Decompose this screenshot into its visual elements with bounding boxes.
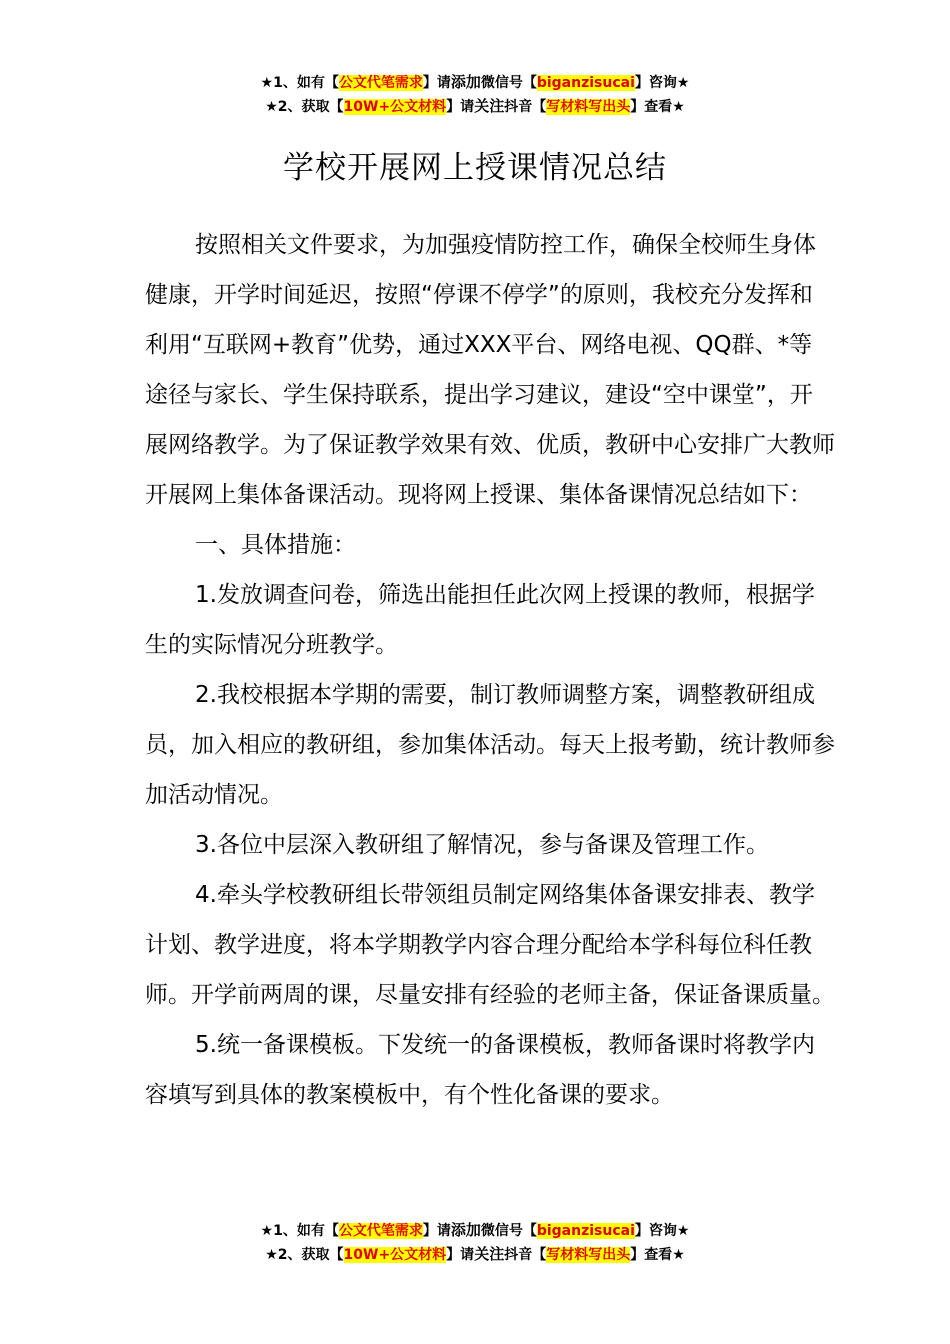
promo-text: ★1、如有【 [260,75,339,91]
promo-text: 微信号【 [480,75,537,91]
document-title: 学校开展网上授课情况总结 [283,149,667,186]
promo-text: 】咨询★ [634,75,690,91]
promo-text: ★2、获取【 [265,99,344,115]
promo-text: 微信号【 [480,1223,537,1239]
section-heading: 一、具体措施： [195,532,356,558]
measure-paragraph-5: 5.统一备课模板。下发统一的备课模板，教师备课时将教学内容填写到具体的教案模板中，有个性化备课的要求。 [145,1032,815,1108]
measure-paragraph-1: 1.发放调查问卷，筛选出能担任此次网上授课的教师，根据学生的实际情况分班教学。 [145,582,815,658]
promo-highlight: 公文代笔需求 [338,75,423,91]
measure-paragraph-4: 4.牵头学校教研组长带领组员制定网络集体备课安排表、教学计划、教学进度，将本学期教学内容合理分配给本学科每位科任教师。开学前两周的课，尽量安排有经验的老师主备，保证备课质量。 [145,882,835,1008]
promo-highlight-douyin-id: 写材料写出头 [546,99,631,115]
promo-text: 】请 [446,99,475,115]
promo-text: 】请 [422,1223,451,1239]
measure-paragraph-3: 3.各位中层深入教研组了解情况，参与备课及管理工作。 [195,832,769,858]
promo-emphasis: 关注 [474,1245,505,1263]
promo-text: 】查看★ [630,99,685,115]
document-body [145,220,835,1120]
promo-line-1 [0,70,950,94]
promo-line-2 [0,94,950,118]
promo-highlight: 公文代笔需求 [338,1223,423,1239]
promo-text: 】咨询★ [634,1223,690,1239]
intro-paragraph: 按照相关文件要求，为加强疫情防控工作，确保全校师生身体健康，开学时间延迟，按照“停课不停学”的原则，我校充分发挥和利用“互联网+教育”优势，通过XXX平台、网络电视、QQ群、*等途径与家长、学生保持联系，提出学习建议，建设“空中课堂”，开展网络教学。为了保证教学效果有效、优质，教研中心安排广大教师开展网上集体备课活动。现将网上授课、集体备课情况总结如下： [145,232,835,508]
promo-highlight-wechat-id: biganzisucai [536,1223,635,1239]
promo-banner-top [0,70,950,118]
promo-text: 抖音【 [504,99,547,115]
promo-line-2 [0,1242,950,1266]
promo-emphasis: 关注 [474,97,505,115]
promo-emphasis: 添加 [450,73,481,91]
promo-highlight-douyin-id: 写材料写出头 [546,1247,631,1263]
promo-highlight: 10W+公文材料 [343,1247,447,1263]
promo-text: ★2、获取【 [265,1247,344,1263]
promo-text: ★1、如有【 [260,1223,339,1239]
promo-text: 抖音【 [504,1247,547,1263]
promo-text: 】请 [422,75,451,91]
measure-paragraph-2: 2.我校根据本学期的需要，制订教师调整方案，调整教研组成员，加入相应的教研组，参加集体活动。每天上报考勤，统计教师参加活动情况。 [145,682,835,808]
promo-line-1 [0,1218,950,1242]
promo-text: 】查看★ [630,1247,685,1263]
promo-banner-bottom [0,1218,950,1266]
promo-highlight: 10W+公文材料 [343,99,447,115]
promo-highlight-wechat-id: biganzisucai [536,75,635,91]
promo-text: 】请 [446,1247,475,1263]
promo-emphasis: 添加 [450,1221,481,1239]
